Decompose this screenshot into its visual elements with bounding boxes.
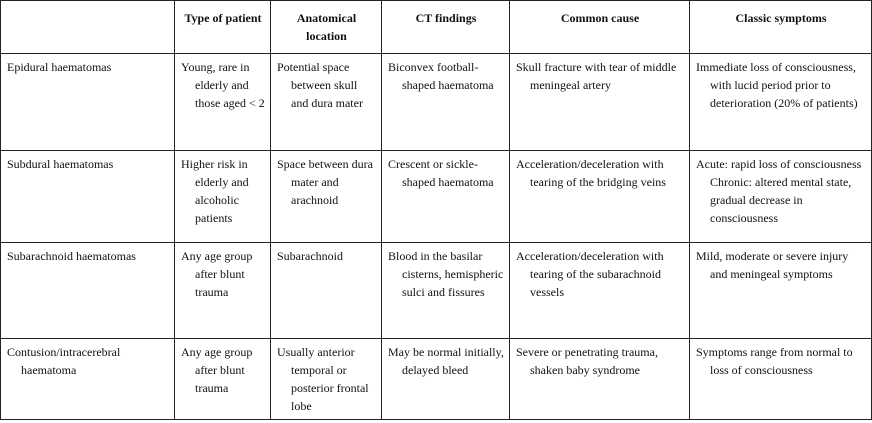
ct-text: Crescent or sickle-shaped haematoma xyxy=(388,157,494,189)
cell-ct xyxy=(382,54,510,151)
table-row xyxy=(1,151,872,243)
cell-name xyxy=(1,243,175,339)
patient-text: Higher risk in elderly and alcoholic patients xyxy=(181,157,249,225)
cell-location xyxy=(271,243,382,339)
location-text: Usually anterior temporal or posterior frontal lobe xyxy=(277,345,369,413)
table-row xyxy=(1,339,872,420)
cell-cause xyxy=(510,151,690,243)
table-row xyxy=(1,54,872,151)
patient-text: Any age group after blunt trauma xyxy=(181,249,253,299)
symptoms-text: Acute: rapid loss of consciousness Chronic: altered mental state, gradual decrease in consciousness xyxy=(696,157,862,225)
cell-cause xyxy=(510,243,690,339)
cell-symptoms xyxy=(690,243,872,339)
cell-name xyxy=(1,339,175,420)
patient-text: Any age group after blunt trauma xyxy=(181,345,253,395)
cell-location xyxy=(271,54,382,151)
ct-text: Biconvex football-shaped haematoma xyxy=(388,60,494,92)
cell-name xyxy=(1,54,175,151)
symptoms-text: Mild, moderate or severe injury and meningeal symptoms xyxy=(696,249,849,281)
row-name: Subarachnoid haematomas xyxy=(7,249,136,263)
row-name: Subdural haematomas xyxy=(7,157,114,171)
header-anatomical-location: Anatomical location xyxy=(271,1,382,54)
cell-patient xyxy=(175,54,271,151)
ct-text: May be normal initially, delayed bleed xyxy=(388,345,504,377)
header-blank xyxy=(1,1,175,54)
cell-name xyxy=(1,151,175,243)
cause-text: Skull fracture with tear of middle meningeal artery xyxy=(516,60,677,92)
row-name: Epidural haematomas xyxy=(7,60,112,74)
location-text: Potential space between skull and dura mater xyxy=(277,60,363,110)
cell-patient xyxy=(175,243,271,339)
header-row xyxy=(1,1,872,54)
cell-patient xyxy=(175,339,271,420)
cell-ct xyxy=(382,151,510,243)
header-common-cause: Common cause xyxy=(510,1,690,54)
patient-text: Young, rare in elderly and those aged < 2 xyxy=(181,60,265,110)
symptoms-text: Immediate loss of consciousness, with lucid period prior to deterioration (20% of patients) xyxy=(696,60,858,110)
cell-ct xyxy=(382,243,510,339)
table-row xyxy=(1,243,872,339)
cell-location xyxy=(271,151,382,243)
ct-text: Blood in the basilar cisterns, hemispheric sulci and fissures xyxy=(388,249,504,299)
cell-patient xyxy=(175,151,271,243)
cell-symptoms xyxy=(690,339,872,420)
header-classic-symptoms: Classic symptoms xyxy=(690,1,872,54)
cell-cause xyxy=(510,54,690,151)
header-ct-findings: CT findings xyxy=(382,1,510,54)
header-type-of-patient: Type of patient xyxy=(175,1,271,54)
location-text: Subarachnoid xyxy=(277,249,343,263)
cause-text: Severe or penetrating trauma, shaken baby syndrome xyxy=(516,345,658,377)
cell-cause xyxy=(510,339,690,420)
row-name: Contusion/intracerebral haematoma xyxy=(7,345,121,377)
location-text: Space between dura mater and arachnoid xyxy=(277,157,373,207)
cell-location xyxy=(271,339,382,420)
cell-ct xyxy=(382,339,510,420)
cause-text: Acceleration/deceleration with tearing of the bridging veins xyxy=(516,157,666,189)
symptoms-text: Symptoms range from normal to loss of consciousness xyxy=(696,345,853,377)
cell-symptoms xyxy=(690,151,872,243)
cause-text: Acceleration/deceleration with tearing of the subarachnoid vessels xyxy=(516,249,664,299)
cell-symptoms xyxy=(690,54,872,151)
